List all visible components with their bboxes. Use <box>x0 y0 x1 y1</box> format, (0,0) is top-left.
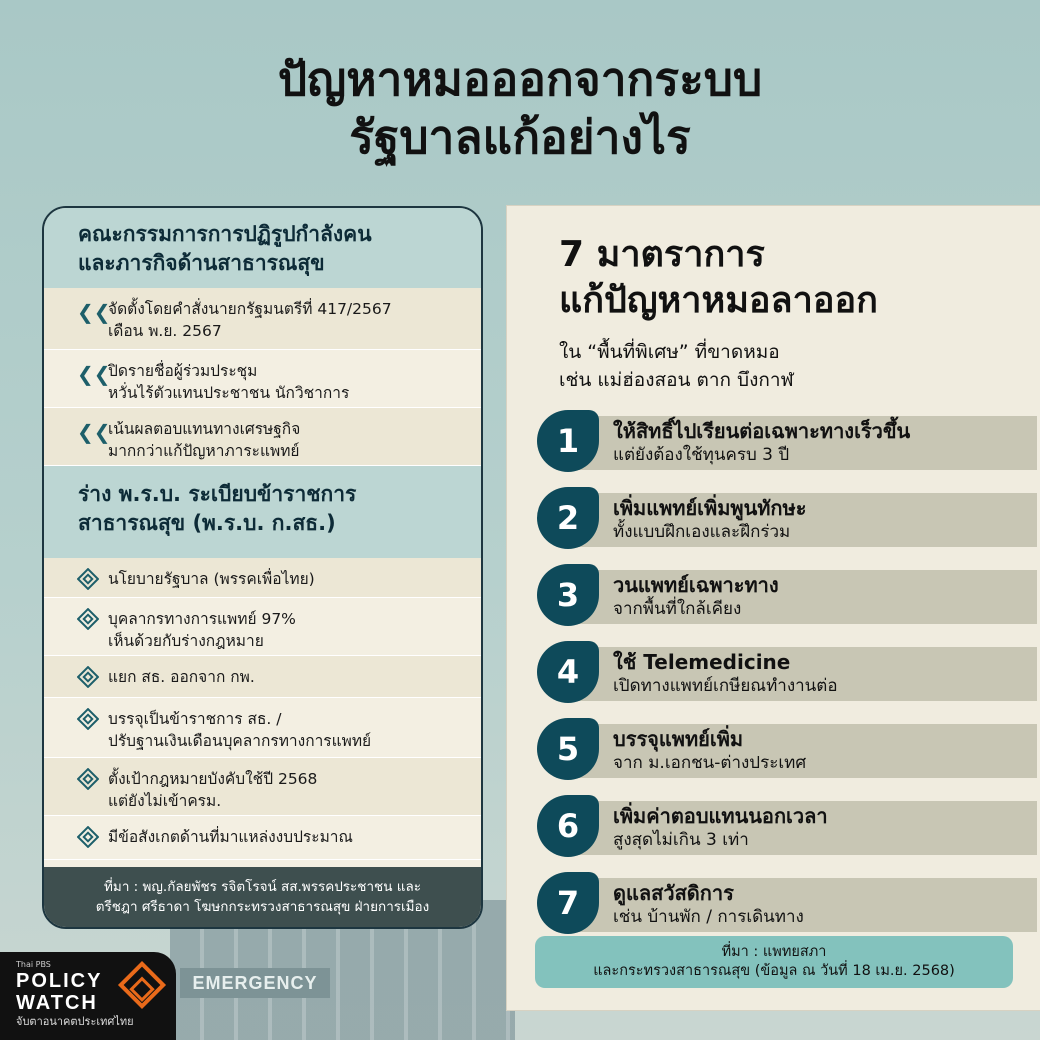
measure-title: บรรจุแพทย์เพิ่ม <box>613 727 744 751</box>
measure-number: 2 <box>537 487 599 549</box>
section1-heading <box>44 208 481 288</box>
measure-number: 6 <box>537 795 599 857</box>
right-source-line1: ที่มา : แพทยสภา <box>721 944 827 960</box>
title-line-1: ปัญหาหมอออกจากระบบ <box>277 52 763 106</box>
item-line2: เห็นด้วยกับร่างกฎหมาย <box>108 632 264 650</box>
list-item <box>44 598 481 656</box>
right-panel <box>507 206 1040 1010</box>
diamond-icon <box>77 608 99 630</box>
item-line2: มากกว่าแก้ปัญหาภาระแพทย์ <box>108 442 300 460</box>
right-title-line1: 7 มาตราการ <box>559 234 765 275</box>
measure-desc: เช่น บ้านพัก / การเดินทาง <box>613 907 804 927</box>
item-line2: แต่ยังไม่เข้าครม. <box>108 792 222 810</box>
left-panel <box>42 206 483 929</box>
logo-line2: WATCH <box>16 992 98 1014</box>
measure-desc: จากพื้นที่ใกล้เคียง <box>613 599 742 619</box>
left-source <box>44 867 481 927</box>
right-subtitle <box>559 338 794 394</box>
page-title <box>0 50 1040 166</box>
item-line1: เน้นผลตอบแทนทางเศรษฐกิจ <box>108 420 301 438</box>
measure-title: ใช้ Telemedicine <box>613 650 791 674</box>
measure-number: 5 <box>537 718 599 780</box>
diamond-icon <box>77 568 99 590</box>
measure-number: 7 <box>537 872 599 934</box>
chevron-left-icon: ❮❮ <box>77 300 111 324</box>
right-subtitle-line1: ใน “พื้นที่พิเศษ” ที่ขาดหมอ <box>559 341 780 363</box>
right-source-line2: และกระทรวงสาธารณสุข (ข้อมูล ณ วันที่ 18 เม.ย. 2568) <box>593 963 955 979</box>
measure-item <box>537 795 1037 857</box>
measure-title: ให้สิทธิ์ไปเรียนต่อเฉพาะทางเร็วขึ้น <box>613 419 911 443</box>
section1-heading-line1: คณะกรรมการการปฏิรูปกำลังคน <box>78 222 372 246</box>
section2-heading-line2: สาธารณสุข (พ.ร.บ. ก.สธ.) <box>78 511 336 535</box>
item-line1: แยก สธ. ออกจาก กพ. <box>108 668 255 686</box>
right-title-line2: แก้ปัญหาหมอลาออก <box>559 280 878 321</box>
measure-item <box>537 487 1037 549</box>
list-item <box>44 656 481 698</box>
logo-tagline: จับตาอนาคตประเทศไทย <box>16 1015 134 1028</box>
measure-number: 3 <box>537 564 599 626</box>
item-line2: ปรับฐานเงินเดือนบุคลากรทางการแพทย์ <box>108 732 372 750</box>
right-subtitle-line2: เช่น แม่ฮ่องสอน ตาก บึงกาฬ <box>559 369 794 391</box>
item-line1: บรรจุเป็นข้าราชการ สธ. / <box>108 710 282 728</box>
diamond-icon <box>77 666 99 688</box>
measure-item <box>537 641 1037 703</box>
diamond-icon <box>77 768 99 790</box>
measure-item <box>537 718 1037 780</box>
item-line1: มีข้อสังเกตด้านที่มาแหล่งงบประมาณ <box>108 828 353 846</box>
section2-heading-line1: ร่าง พ.ร.บ. ระเบียบข้าราชการ <box>78 482 357 506</box>
measure-desc: ทั้งแบบฝึกเองและฝึกร่วม <box>613 522 791 542</box>
list-item <box>44 816 481 860</box>
list-item <box>44 350 481 408</box>
diamond-icon <box>77 826 99 848</box>
list-item <box>44 698 481 758</box>
left-source-line1: ที่มา : พญ.กัลยพัชร รจิตโรจน์ สส.พรรคประชาชน และ <box>104 879 421 895</box>
item-line1: จัดตั้งโดยคำสั่งนายกรัฐมนตรีที่ 417/2567 <box>108 300 392 318</box>
left-source-line2: ตรีชฎา ศรีธาดา โฆษกกระทรวงสาธารณสุข ฝ่ายการเมือง <box>95 899 430 915</box>
item-line2: เดือน พ.ย. 2567 <box>108 322 222 340</box>
measure-title: วนแพทย์เฉพาะทาง <box>613 573 779 597</box>
section2-heading <box>44 466 481 558</box>
list-item <box>44 288 481 350</box>
right-title <box>559 232 878 324</box>
policy-watch-logo <box>0 952 176 1040</box>
measure-item <box>537 564 1037 626</box>
item-line1: ปิดรายชื่อผู้ร่วมประชุม <box>108 362 258 380</box>
measure-desc: สูงสุดไม่เกิน 3 เท่า <box>613 830 749 850</box>
diamond-icon <box>77 708 99 730</box>
item-line1: นโยบายรัฐบาล (พรรคเพื่อไทย) <box>108 570 315 588</box>
chevron-left-icon: ❮❮ <box>77 420 111 444</box>
logo-small-text: Thai PBS <box>16 960 51 969</box>
item-line1: ตั้งเป้ากฎหมายบังคับใช้ปี 2568 <box>108 770 318 788</box>
measure-number: 1 <box>537 410 599 472</box>
logo-line1: POLICY <box>16 970 103 992</box>
chevron-left-icon: ❮❮ <box>77 362 111 386</box>
measure-desc: จาก ม.เอกชน-ต่างประเทศ <box>613 753 807 773</box>
right-source <box>535 936 1013 988</box>
measure-title: ดูแลสวัสดิการ <box>613 881 734 905</box>
title-line-2: รัฐบาลแก้อย่างไร <box>349 110 691 164</box>
measure-number: 4 <box>537 641 599 703</box>
measure-item <box>537 872 1037 934</box>
measure-title: เพิ่มแพทย์เพิ่มพูนทักษะ <box>613 496 807 520</box>
measure-title: เพิ่มค่าตอบแทนนอกเวลา <box>613 804 828 828</box>
measure-desc: แต่ยังต้องใช้ทุนครบ 3 ปี <box>613 445 790 465</box>
item-line2: หวั่นไร้ตัวแทนประชาชน นักวิชาการ <box>108 384 350 402</box>
measure-desc: เปิดทางแพทย์เกษียณทำงานต่อ <box>613 676 838 696</box>
list-item <box>44 558 481 598</box>
emergency-sign: EMERGENCY <box>180 968 330 998</box>
list-item <box>44 758 481 816</box>
section1-heading-line2: และภารกิจด้านสาธารณสุข <box>78 251 325 275</box>
measure-item <box>537 410 1037 472</box>
item-line1: บุคลากรทางการแพทย์ 97% <box>108 610 296 628</box>
list-item <box>44 408 481 466</box>
